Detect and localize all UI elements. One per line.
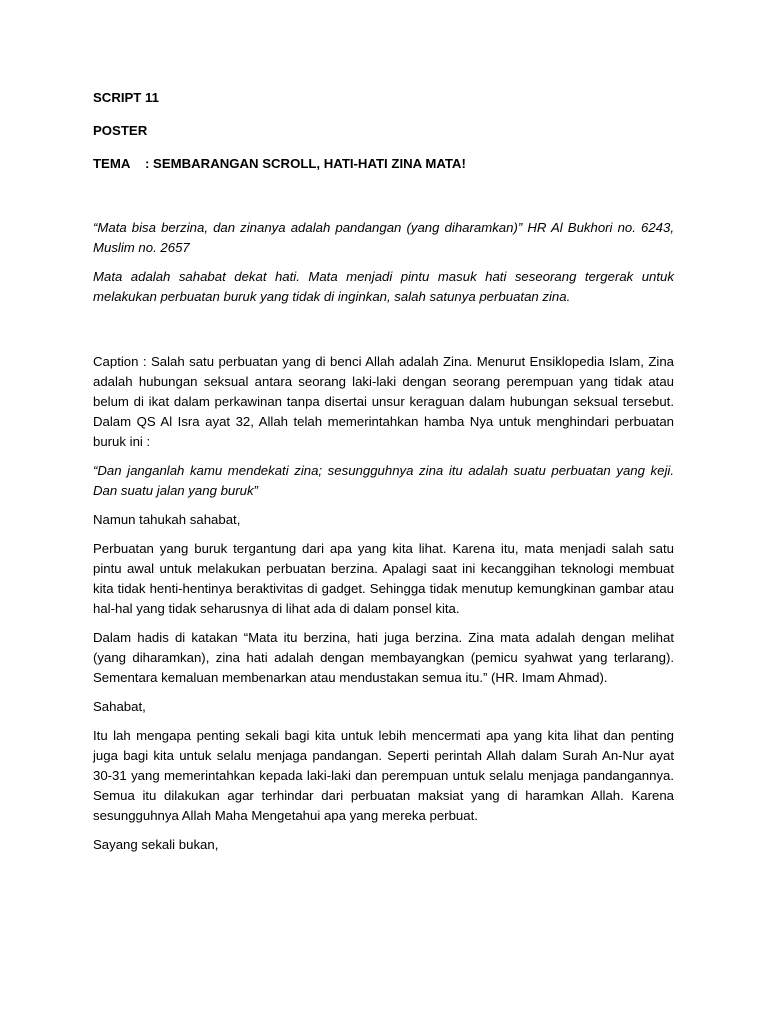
tema-label: TEMA xyxy=(93,156,131,171)
caption-paragraph: Caption : Salah satu perbuatan yang di benci Allah adalah Zina. Menurut Ensiklopedia Islam, Zina adalah hubungan seksual antara seorang laki-laki dengan seorang perempuan yang tidak atau belum di ikat dalam perkawinan tanpa disertai unsur keraguan dalam hubungan seksual tersebut. Dalam QS Al Isra ayat 32, Allah telah memerintahkan hamba Nya untuk menghindari perbuatan buruk ini : xyxy=(93,354,674,449)
sahabat-paragraph: Sahabat, xyxy=(93,699,146,714)
namun-paragraph: Namun tahukah sahabat, xyxy=(93,512,241,527)
perbuatan-paragraph: Perbuatan yang buruk tergantung dari apa yang kita lihat. Karena itu, mata menjadi salah satu pintu awal untuk melakukan perbuatan berzina. Apalagi saat ini kecanggihan teknologi membuat kita tidak henti-hentinya beraktivitas di gadget. Sehingga tidak menutup kemungkinan gambar atau hal-hal yang tidak seharusnya di lihat ada di dalam ponsel kita. xyxy=(93,541,674,616)
sayang-paragraph: Sayang sekali bukan, xyxy=(93,837,219,852)
quran-quote: “Dan janganlah kamu mendekati zina; sesungguhnya zina itu adalah suatu perbuatan yang keji. Dan suatu jalan yang buruk” xyxy=(93,463,674,498)
hadis-paragraph: Dalam hadis di katakan “Mata itu berzina, hati juga berzina. Zina mata adalah dengan melihat (yang diharamkan), zina hati adalah dengan membayangkan (pemicu syahwat yang terlarang). Sementara kemaluan membenarkan atau mendustakan semua itu.” (HR. Imam Ahmad). xyxy=(93,630,674,685)
hadith-quote: “Mata bisa berzina, dan zinanya adalah pandangan (yang diharamkan)” HR Al Bukhori no. 6243, Muslim no. 2657 xyxy=(93,220,674,255)
poster-heading: POSTER xyxy=(93,123,148,138)
tema-heading xyxy=(93,154,674,174)
tema-value: : SEMBARANGAN SCROLL, HATI-HATI ZINA MATA! xyxy=(145,156,466,171)
document-page xyxy=(93,88,674,864)
itu-paragraph: Itu lah mengapa penting sekali bagi kita untuk lebih mencermati apa yang kita lihat dan penting juga bagi kita untuk selalu menjaga pandangan. Seperti perintah Allah dalam Surah An-Nur ayat 30-31 yang memerintahkan kepada laki-laki dan perempuan untuk selalu menjaga pandangannya. Semua itu dilakukan agar terhindar dari perbuatan maksiat yang di haramkan Allah. Karena sesungguhnya Allah Maha Mengetahui apa yang mereka perbuat. xyxy=(93,728,674,823)
intro-paragraph: Mata adalah sahabat dekat hati. Mata menjadi pintu masuk hati seseorang tergerak untuk melakukan perbuatan buruk yang tidak di inginkan, salah satunya perbuatan zina. xyxy=(93,269,674,304)
script-heading: SCRIPT 11 xyxy=(93,90,159,105)
